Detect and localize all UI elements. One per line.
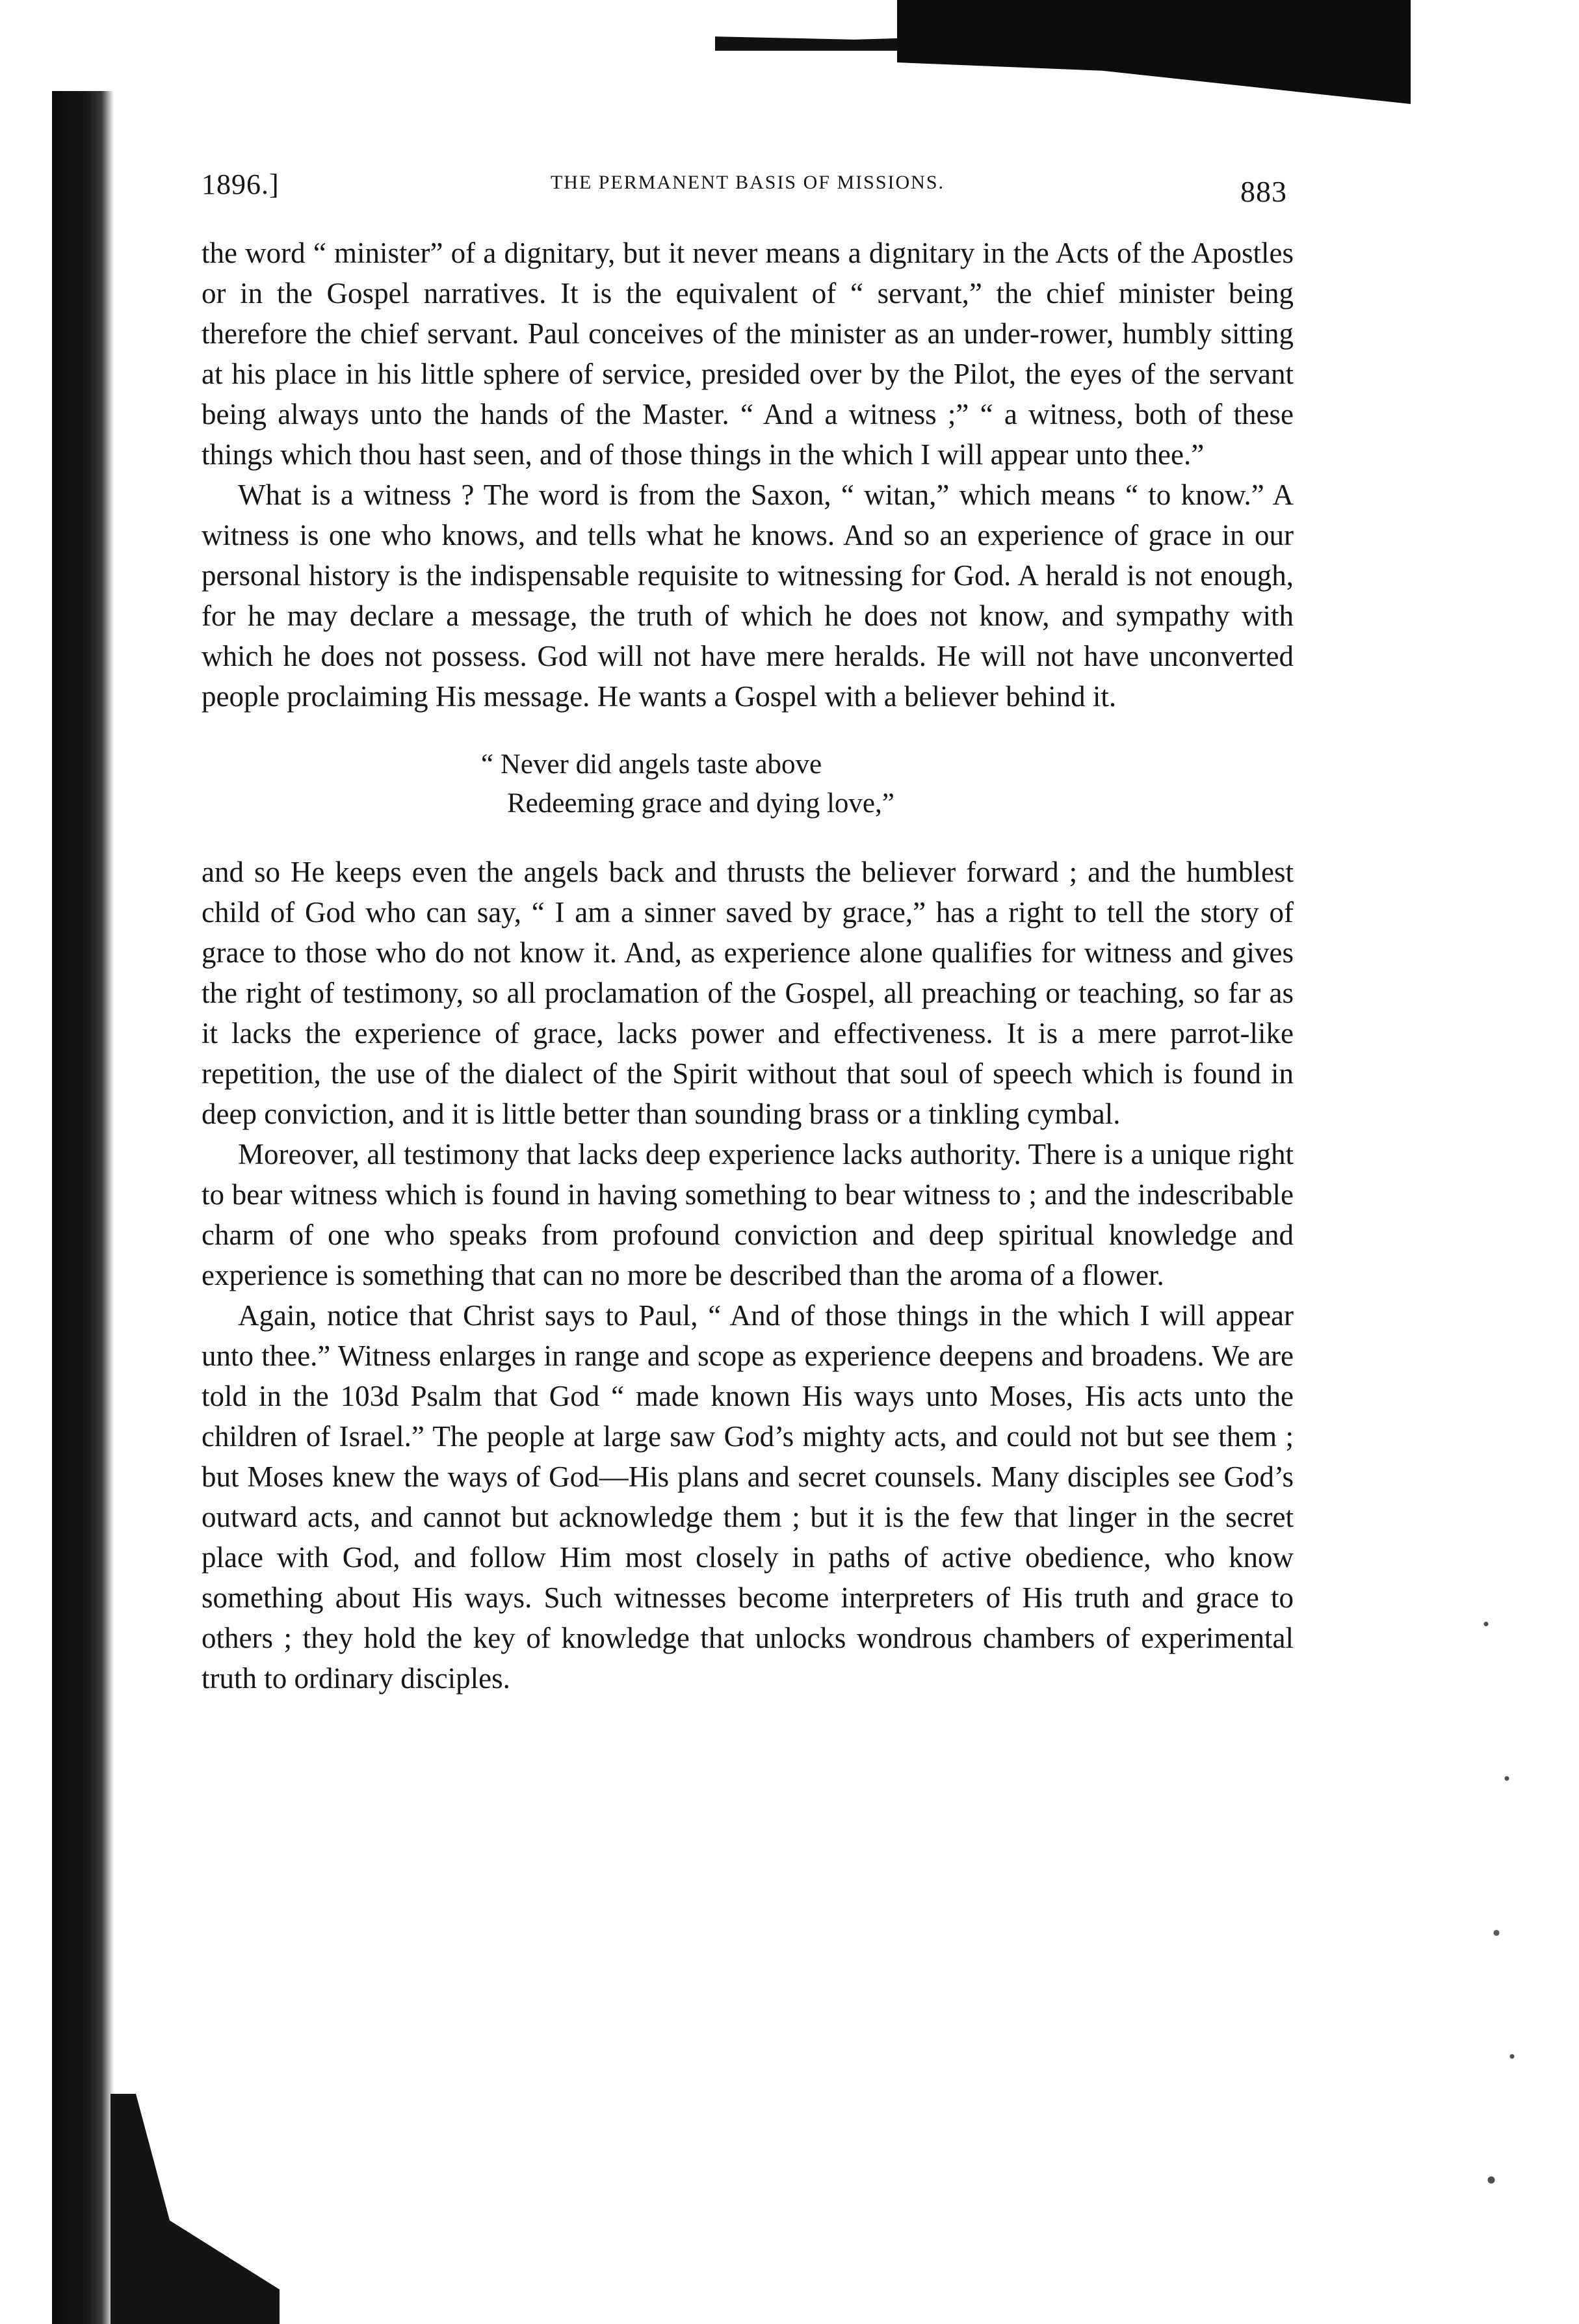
scan-artifact-right-specks <box>1476 1593 1528 2211</box>
paragraph-5: Again, notice that Christ says to Paul, “ And of those things in the which I will appear unto thee.” Witness enlarges in range and scope as experience deepens and broadens. We are told in the 103d Psalm that God “ made known His ways unto Moses, His acts unto the children of Israel.” The people at large saw God’s mighty acts, and could not but see them ; but Moses knew the ways of God—His plans and secret counsels. Many disciples see God’s outward acts, and cannot but acknowledge them ; but it is the few that linger in the secret place with God, and follow Him most closely in paths of active obedience, who know something about His ways. Such witnesses become interpreters of His truth and grace to others ; they hold the key of knowledge that unlocks wondrous chambers of experimental truth to ordinary disciples. <box>202 1299 1294 1695</box>
paragraph-3: and so He keeps even the angels back and thrusts the believer forward ; and the humblest child of God who can say, “ I am a sinner saved by grace,” has a right to tell the story of grace to those who do not know it. And, as experience alone qualifies for witness and gives the right of testimony, so all proclamation of the Gospel, all preaching or teaching, so far as it lacks the experience of grace, lacks power and effectiveness. It is a mere parrot-like repetition, the use of the dialect of the Spirit without that soul of speech which is found in deep conviction, and it is little better than sounding brass or a tinkling cymbal. <box>202 856 1294 1130</box>
paragraph-4: Moreover, all testimony that lacks deep experience lacks authority. There is a unique right to bear witness which is found in having something to bear witness to ; and the indescribable charm of one who speaks from profound conviction and deep spiritual knowledge and experience is something that can no more be described than the aroma of a flower. <box>202 1138 1294 1291</box>
book-page <box>202 163 1294 1698</box>
body-text <box>202 233 1294 1698</box>
paragraph-2: What is a witness ? The word is from the Saxon, “ witan,” which means “ to know.” A witness is one who knows, and tells what he knows. And so an experience of grace in our personal history is the indispensable requisite to witnessing for God. A herald is not enough, for he may declare a message, the truth of which he does not know, and sympathy with which he does not possess. God will not have mere heralds. He will not have unconverted people proclaiming His message. He wants a Gospel with a believer behind it. <box>202 479 1294 713</box>
running-head-year: 1896.] <box>202 168 280 200</box>
scan-artifact-bottom-left <box>111 2094 280 2324</box>
running-head <box>202 163 1294 208</box>
page-number: 883 <box>1240 175 1287 208</box>
scan-artifact-left-edge <box>52 91 114 2324</box>
verse-line-2: Redeeming grace and dying love,” <box>507 788 894 819</box>
verse-line-1: “ Never did angels taste above <box>481 749 822 780</box>
scan-artifact-top-shadow <box>897 0 1411 104</box>
paragraph-1: the word “ minister” of a dignitary, but it never means a dignitary in the Acts of the Apostles or in the Gospel narratives. It is the equivalent of “ servant,” the chief minister being therefore the chief servant. Paul conceives of the minister as an under-rower, humbly sitting at his place in his little sphere of service, presided over by the Pilot, the eyes of the servant being always unto the hands of the Master. “ And a witness ;” “ a witness, both of these things which thou hast seen, and of those things in the which I will appear unto thee.” <box>202 237 1294 471</box>
running-head-title: THE PERMANENT BASIS OF MISSIONS. <box>550 172 945 193</box>
verse-quote <box>481 745 1294 823</box>
